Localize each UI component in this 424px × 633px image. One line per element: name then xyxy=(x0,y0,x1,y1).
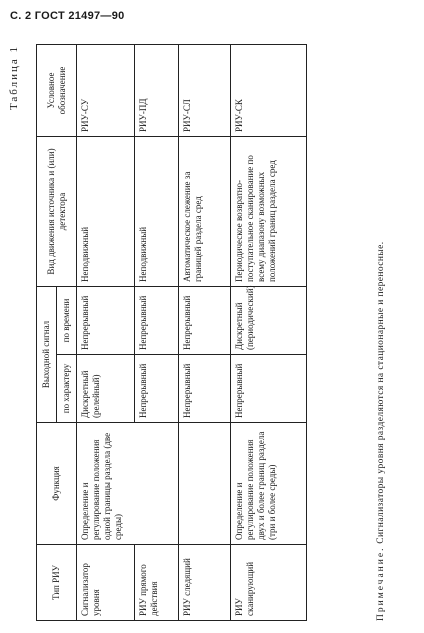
cell-by-time: Непрерывный xyxy=(135,286,179,354)
cell-symbol: РИУ-ПД xyxy=(135,44,179,136)
page-header: С. 2 ГОСТ 21497—90 xyxy=(10,10,125,22)
header-output-signal: Выходной сигнал xyxy=(37,286,57,422)
cell-motion: Неподвижный xyxy=(77,136,135,286)
cell-type: Сигнализатор уровня xyxy=(77,545,135,621)
cell-motion: Неподвижный xyxy=(135,136,179,286)
table-row xyxy=(77,44,135,620)
cell-type: РИУ следящий xyxy=(179,545,231,621)
cell-function-empty xyxy=(179,423,231,545)
cell-by-character: Непрерывный xyxy=(135,355,179,423)
cell-type: РИУ сканирующий xyxy=(231,545,307,621)
cell-motion: Периодическое возвратно-поступательное сканирование по всему диапазону возможных положений границ раздела сред xyxy=(231,136,307,286)
cell-type: РИУ прямого действия xyxy=(135,545,179,621)
cell-by-time: Непрерывный xyxy=(77,286,135,354)
cell-function: Определение и регулирование положения двух и более границ раздела (три и более среды) xyxy=(231,423,307,545)
header-symbol: Условное обозначение xyxy=(37,44,77,136)
cell-by-time: Дискретный (периодический) xyxy=(231,286,307,354)
cell-by-character: Непрерывный xyxy=(179,355,231,423)
cell-symbol: РИУ-СУ xyxy=(77,44,135,136)
rotated-page-content xyxy=(0,33,400,633)
header-type: Тип РИУ xyxy=(37,545,77,621)
note-label: Примечание. xyxy=(376,546,386,621)
cell-function: Определение и регулирование положения одной границы раздела (две среды) xyxy=(77,423,179,545)
table-row xyxy=(179,44,231,620)
cell-motion: Автоматическое слежение за границей раздела сред xyxy=(179,136,231,286)
table-row xyxy=(231,44,307,620)
header-by-character: по характеру xyxy=(57,355,77,423)
note-text: Сигнализаторы уровня разделяются на стационарные и переносные. xyxy=(376,241,386,544)
cell-by-character: Дискретный (релейный) xyxy=(77,355,135,423)
table-header-row xyxy=(37,44,57,620)
table-note xyxy=(376,45,386,621)
cell-by-time: Непрерывный xyxy=(179,286,231,354)
cell-symbol: РИУ-СЛ xyxy=(179,44,231,136)
header-function: Функция xyxy=(37,423,77,545)
cell-by-character: Непрерывный xyxy=(231,355,307,423)
riu-classification-table xyxy=(36,44,307,621)
header-by-time: по времени xyxy=(57,286,77,354)
table-caption: Таблица 1 xyxy=(8,45,20,111)
cell-symbol: РИУ-СК xyxy=(231,44,307,136)
header-motion: Вид движения источника и (или) детектора xyxy=(37,136,77,286)
